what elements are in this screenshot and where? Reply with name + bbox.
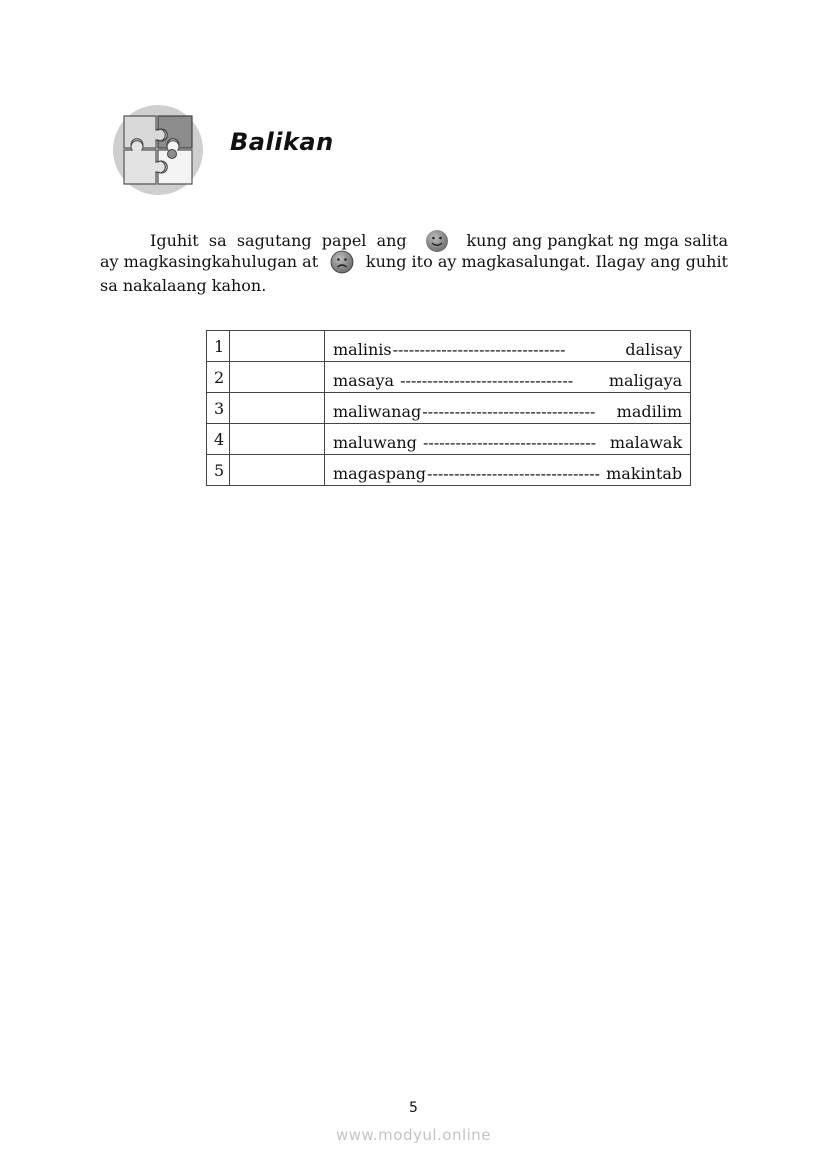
instructions-text: kung ito ay magkasalungat. Ilagay ang guhit <box>365 252 728 271</box>
row-number: 1 <box>207 331 230 362</box>
frowning-face-icon <box>330 250 354 274</box>
table-row <box>207 331 691 362</box>
instructions-text: kung ang pangkat ng mga salita <box>466 231 728 250</box>
instructions-line-2 <box>100 251 728 272</box>
table-row <box>207 393 691 424</box>
page-title: Balikan <box>230 128 334 156</box>
answer-box[interactable] <box>230 393 325 424</box>
dash-connector: -------------------------------- <box>392 339 566 359</box>
word-pair-content <box>333 427 682 452</box>
dash-connector: -------------------------------- <box>400 370 574 390</box>
word-pair <box>325 455 691 486</box>
answer-box[interactable] <box>230 424 325 455</box>
word-left: magaspang <box>333 463 427 483</box>
dash-connector: -------------------------------- <box>423 432 596 452</box>
table-row <box>207 362 691 393</box>
answer-box[interactable] <box>230 331 325 362</box>
word-right: malawak <box>609 432 683 452</box>
dash-connector: -------------------------------- <box>422 401 596 421</box>
instructions-text: sa nakalaang kahon. <box>100 276 267 295</box>
instructions-text: Iguhit sa sagutang papel ang <box>150 231 407 250</box>
word-pair <box>325 362 691 393</box>
row-number: 4 <box>207 424 230 455</box>
word-right: maligaya <box>603 370 683 390</box>
smiley-face-icon <box>425 229 449 253</box>
puzzle-icon <box>112 104 204 196</box>
word-right: madilim <box>616 401 683 421</box>
dash-connector: -------------------------------- <box>427 463 601 483</box>
word-left: malinis <box>333 339 392 359</box>
word-right: dalisay <box>625 339 683 359</box>
row-number: 5 <box>207 455 230 486</box>
word-pair-content <box>333 365 682 390</box>
instructions-line-1 <box>100 230 728 251</box>
table-row <box>207 455 691 486</box>
watermark: www.modyul.online <box>335 1126 492 1144</box>
word-pair <box>325 393 691 424</box>
word-pair-content <box>333 396 682 421</box>
word-pair <box>325 331 691 362</box>
word-left: masaya <box>333 370 400 390</box>
answer-box[interactable] <box>230 455 325 486</box>
answer-box[interactable] <box>230 362 325 393</box>
row-number: 3 <box>207 393 230 424</box>
instructions-line-3 <box>100 275 728 296</box>
row-number: 2 <box>207 362 230 393</box>
word-pair-content <box>333 334 682 359</box>
instructions-paragraph <box>100 230 728 296</box>
word-left: maliwanag <box>333 401 422 421</box>
word-pair-content <box>333 458 682 483</box>
word-right: makintab <box>601 463 683 483</box>
word-pair <box>325 424 691 455</box>
worksheet-table <box>206 330 691 486</box>
table-row <box>207 424 691 455</box>
word-left: maluwang <box>333 432 422 452</box>
instructions-text: ay magkasingkahulugan at <box>100 252 319 271</box>
page-number: 5 <box>409 1100 418 1116</box>
